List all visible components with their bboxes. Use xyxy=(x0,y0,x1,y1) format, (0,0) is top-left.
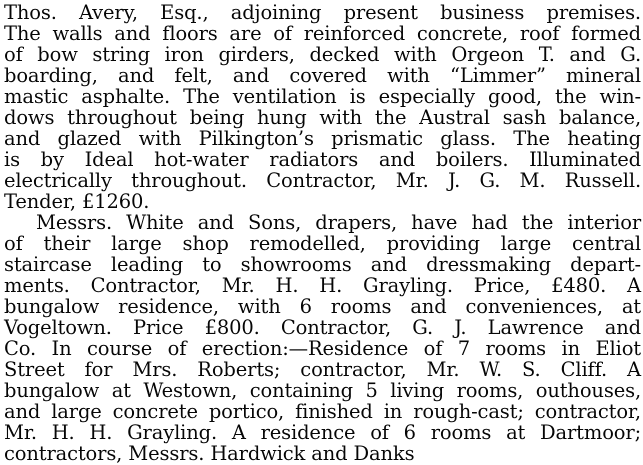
text-line: and glazed with Pilkington’s prismatic glass. The heating xyxy=(4,127,641,150)
text-line: bungalow at Westown, containing 5 living rooms, outhouses, xyxy=(4,379,641,402)
text-line: and large concrete portico, finished in rough-cast; contractor, xyxy=(4,400,641,423)
text-line: Co. In course of erection:—Residence of 7 rooms in Eliot xyxy=(4,337,641,360)
text-line: Tender, £1260. xyxy=(4,190,150,213)
text-line: of bow string iron girders, decked with Orgeon T. and G. xyxy=(4,43,641,66)
text-line: bungalow residence, with 6 rooms and conveniences, at xyxy=(4,295,641,318)
text-line: Vogeltown. Price £800. Contractor, G. J. Lawrence and xyxy=(4,316,641,339)
paragraph-first-line: Messrs. White and Sons, drapers, have had the interior xyxy=(36,211,641,234)
text-line: of their large shop remodelled, providing large central xyxy=(4,232,641,255)
text-line: staircase leading to showrooms and dressmaking depart- xyxy=(4,253,641,276)
text-line: contractors, Messrs. Hardwick and Danks xyxy=(4,442,415,465)
text-line: Thos. Avery, Esq., adjoining present business premises. xyxy=(4,1,641,24)
text-line: boarding, and felt, and covered with “Limmer” mineral xyxy=(4,64,641,87)
text-line: is by Ideal hot-water radiators and boilers. Illuminated xyxy=(4,148,641,171)
text-line: electrically throughout. Contractor, Mr. J. G. M. Russell. xyxy=(4,169,641,192)
text-line: The walls and floors are of reinforced concrete, roof formed xyxy=(4,22,641,45)
text-line: ments. Contractor, Mr. H. H. Grayling. Price, £480. A xyxy=(4,274,641,297)
text-line: Mr. H. H. Grayling. A residence of 6 rooms at Dartmoor; xyxy=(4,421,641,444)
text-line: mastic asphalte. The ventilation is especially good, the win- xyxy=(4,85,641,108)
text-line: dows throughout being hung with the Austral sash balance, xyxy=(4,106,641,129)
text-line: Street for Mrs. Roberts; contractor, Mr. W. S. Cliff. A xyxy=(4,358,641,381)
